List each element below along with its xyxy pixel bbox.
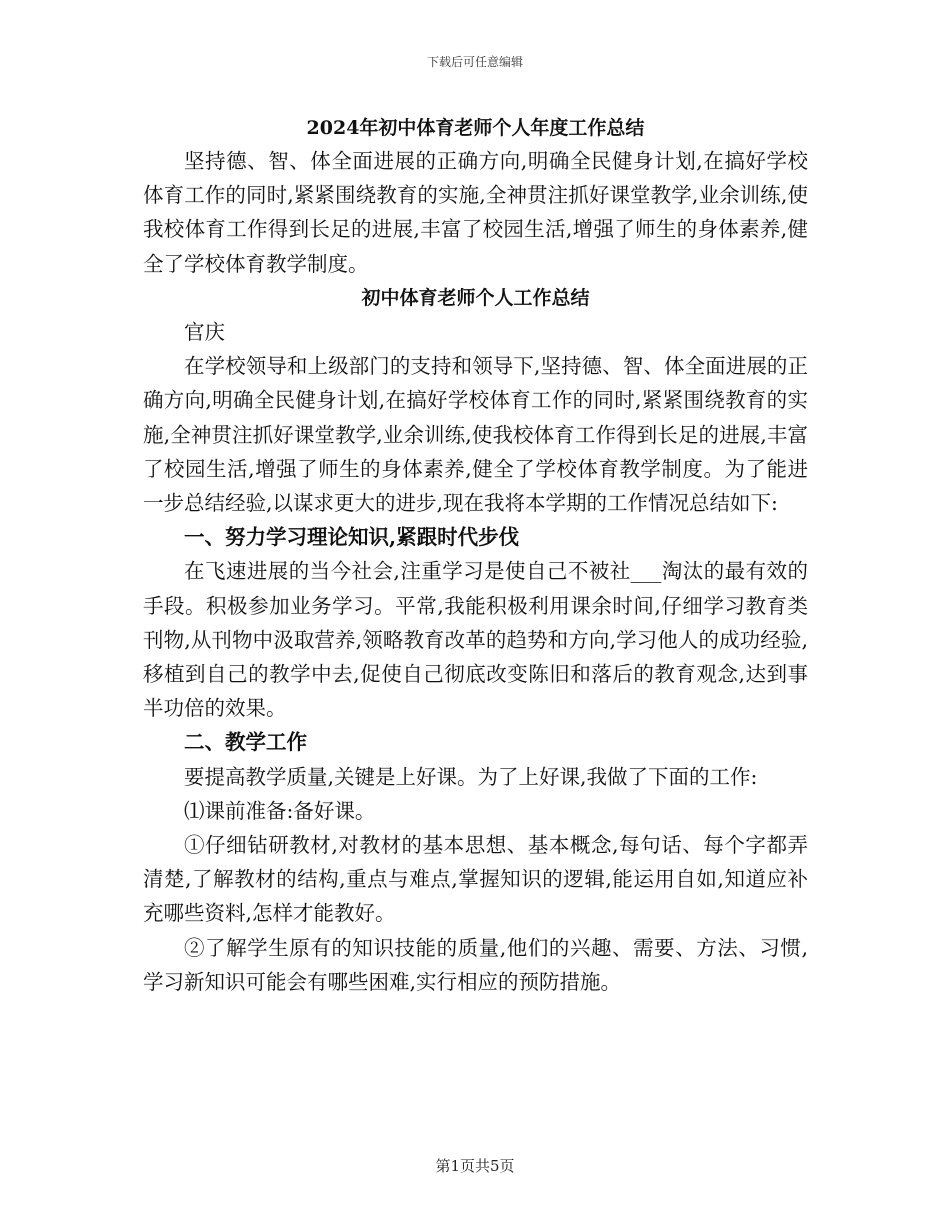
section-heading: 二、教学工作: [184, 730, 307, 755]
body-paragraph: 在学校领导和上级部门的支持和领导下,坚持德、智、体全面进展的正确方向,明确全民健身计划,在搞好学校体育工作的同时,紧紧围绕教育的实施,全神贯注抓好课堂教学,业余训练,使我校体育工作得到长足的进展,丰富了校园生活,增强了师生的身体素养,健全了学校体育教学制度。为了能进一步总结经验,以谋求更大的进步,现在我将本学期的工作情况总结如下:: [143, 354, 808, 516]
document-body: [143, 112, 808, 999]
page-number: 第1页共5页: [435, 1157, 515, 1175]
list-item: ②了解学生原有的知识技能的质量,他们的兴趣、需要、方法、习惯,学习新知识可能会有哪些困难,实行相应的预防措施。: [143, 935, 808, 994]
section-heading: 一、努力学习理论知识,紧跟时代步伐: [184, 525, 520, 550]
document-title: 2024年初中体育老师个人年度工作总结: [306, 117, 645, 139]
body-paragraph: 在飞速进展的当今社会,注重学习是使自己不被社___淘汰的最有效的手段。积极参加业务学习。平常,我能积极利用课余时间,仔细学习教育类刊物,从刊物中汲取营养,领略教育改革的趋势和方向,学习他人的成功经验,移植到自己的教学中去,促使自己彻底改变陈旧和落后的教育观念,达到事半功倍的效果。: [143, 559, 808, 721]
document-subtitle: 初中体育老师个人工作总结: [361, 286, 590, 309]
body-paragraph: 要提高教学质量,关键是上好课。为了上好课,我做了下面的工作:: [184, 764, 758, 789]
author-name: 官庆: [184, 320, 225, 345]
intro-paragraph: 坚持德、智、体全面进展的正确方向,明确全民健身计划,在搞好学校体育工作的同时,紧紧围绕教育的实施,全神贯注抓好课堂教学,业余训练,使我校体育工作得到长足的进展,丰富了校园生活,增强了师生的身体素养,健全了学校体育教学制度。: [143, 149, 808, 276]
list-item: ①仔细钻研教材,对教材的基本思想、基本概念,每句话、每个字都弄清楚,了解教材的结构,重点与难点,掌握知识的逻辑,能运用自如,知道应补充哪些资料,怎样才能教好。: [143, 833, 808, 926]
list-item: ⑴课前准备:备好课。: [184, 798, 376, 823]
page-header-note: 下载后可任意编辑: [426, 55, 523, 69]
